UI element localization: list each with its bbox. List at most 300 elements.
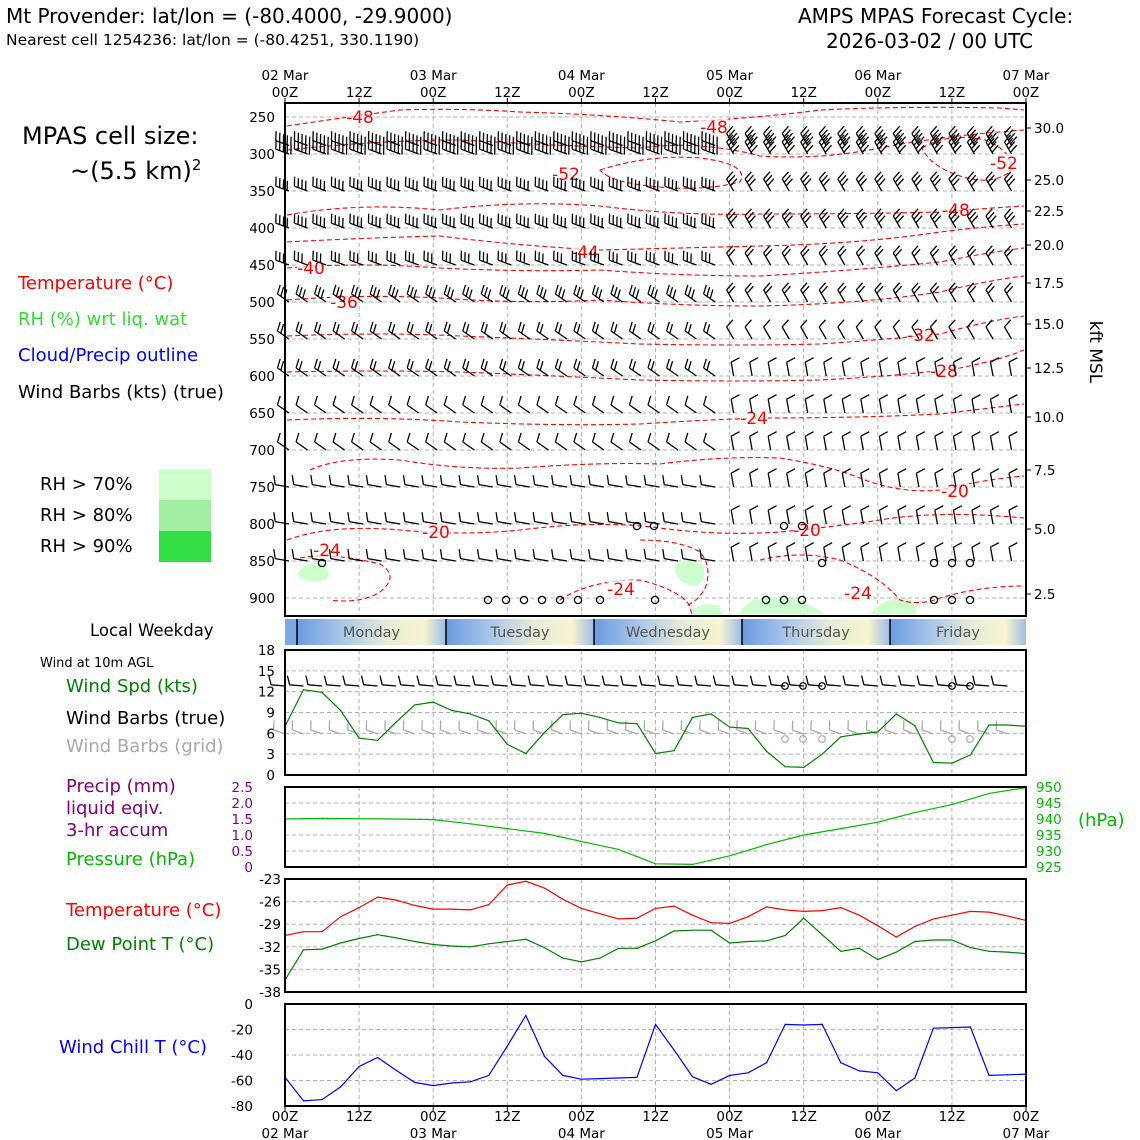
upper-air-wind-barb: [628, 251, 641, 265]
upper-air-wind-barb: [313, 177, 326, 191]
upper-air-wind-barb: [370, 285, 381, 302]
pressure-point: [507, 828, 508, 829]
upper-air-wind-barb: [333, 433, 345, 450]
upper-air-wind-barb: [842, 543, 850, 561]
dewpoint-line-point: [359, 938, 360, 939]
dewpoint-line-point: [1007, 951, 1008, 952]
temperature-line-point: [988, 912, 989, 913]
p1-pressure-tick: 600: [249, 369, 275, 385]
upper-air-wind-barb: [879, 432, 887, 450]
bottom-time-tick: 12Z: [494, 1109, 521, 1125]
surface-wind-barb-true: [899, 676, 915, 686]
upper-air-wind-barb: [916, 469, 924, 487]
wind-speed-point: [988, 724, 989, 725]
bottom-time-tick: 12Z: [790, 1109, 817, 1125]
temperature-contour-label: -24: [740, 409, 768, 429]
surface-wind-barb-grid: [644, 720, 655, 734]
upper-air-wind-barb: [498, 177, 511, 191]
upper-air-wind-barb: [750, 358, 758, 376]
upper-air-wind-barb: [745, 246, 753, 265]
upper-air-wind-barb: [535, 177, 548, 191]
upper-air-wind-barb: [949, 246, 957, 265]
bottom-time-tick: 00Z: [716, 1109, 743, 1125]
dewpoint-line-point: [562, 958, 563, 959]
dewpoint-line-point: [507, 941, 508, 942]
upper-air-wind-barb: [704, 396, 716, 413]
p3-ytick-right: 935: [1036, 828, 1062, 844]
upper-air-wind-barb: [444, 359, 455, 376]
windchill-point: [618, 1077, 619, 1078]
upper-air-wind-barb: [704, 285, 716, 302]
wind-speed-point: [933, 762, 934, 763]
surface-wind-barb-grid: [422, 720, 433, 734]
upper-air-wind-barb: [593, 359, 604, 376]
upper-air-wind-barb: [648, 433, 660, 450]
upper-air-wind-barb: [424, 251, 437, 265]
upper-air-wind-barb: [292, 512, 307, 524]
wind-speed-point: [340, 710, 341, 711]
calm-wind-circle: [538, 596, 545, 603]
upper-air-wind-barb: [954, 432, 962, 450]
upper-air-wind-barb: [702, 251, 715, 265]
surface-wind-barb-grid: [515, 720, 526, 734]
upper-air-wind-barb: [331, 251, 344, 265]
temperature-line-point: [673, 906, 674, 907]
upper-air-wind-barb: [731, 506, 739, 524]
p1-time-tick: 00Z: [864, 85, 892, 101]
temperature-line-point: [877, 925, 878, 926]
p1-pressure-tick: 900: [249, 591, 275, 607]
upper-air-wind-barb: [574, 396, 586, 413]
upper-air-wind-barb: [444, 396, 455, 413]
temperature-line-point: [321, 931, 322, 932]
p1-height-tick: 20.0: [1034, 238, 1065, 254]
p1-pressure-tick: 300: [249, 147, 275, 163]
nearest-cell-title: Nearest cell 1254236: lat/lon = (-80.4251, 330.1190): [6, 31, 420, 49]
dewpoint-line-point: [988, 951, 989, 952]
upper-air-wind-barb: [824, 469, 832, 487]
upper-air-wind-barb: [552, 549, 567, 561]
upper-air-wind-barb: [879, 506, 887, 524]
upper-air-wind-barb: [646, 251, 659, 265]
upper-air-wind-barb: [768, 358, 776, 376]
p3-ylabel-right: (hPa): [1078, 810, 1125, 831]
dewpoint-line-point: [951, 939, 952, 940]
pressure-point: [581, 841, 582, 842]
temperature-contour-label: -24: [844, 584, 872, 604]
legend-wind-barbs: Wind Barbs (kts) (true): [18, 382, 224, 403]
upper-air-wind-barb: [630, 396, 642, 413]
upper-air-wind-barb: [787, 543, 795, 561]
windchill-point: [470, 1081, 471, 1082]
p3-frame: [285, 787, 1026, 867]
p1-time-tick: 12Z: [642, 85, 669, 101]
upper-air-wind-barb: [842, 506, 850, 524]
wind10-title: Wind at 10m AGL: [40, 656, 154, 671]
surface-wind-barb-grid: [996, 720, 1007, 734]
upper-air-wind-barb: [311, 475, 326, 487]
surface-wind-barb-grid: [274, 720, 285, 734]
windchill-point: [377, 1057, 378, 1058]
upper-air-wind-barb: [704, 322, 716, 339]
upper-air-wind-barb: [875, 172, 885, 191]
upper-air-wind-barb: [443, 251, 456, 265]
precip-label-3: 3-hr accum: [66, 820, 169, 841]
upper-air-wind-barb: [404, 475, 419, 487]
upper-air-wind-barb: [819, 283, 827, 302]
surface-wind-barb-true: [788, 676, 804, 686]
wind-speed-point: [914, 725, 915, 726]
windchill-point: [340, 1086, 341, 1087]
upper-air-wind-barb: [478, 512, 493, 524]
surface-wind-barb-grid: [848, 720, 859, 734]
p1-date-tick: 05 Mar: [706, 68, 754, 84]
upper-air-wind-barb: [986, 172, 996, 191]
upper-air-wind-barb: [626, 549, 641, 561]
surface-wind-barb-true: [843, 676, 859, 686]
upper-air-wind-barb: [350, 214, 363, 228]
wind-speed-point: [507, 744, 508, 745]
temperature-line-point: [914, 926, 915, 927]
upper-air-wind-barb: [444, 322, 455, 339]
temperature-contour-label: -24: [313, 541, 341, 561]
pressure-point: [914, 812, 915, 813]
upper-air-wind-barb: [731, 543, 739, 561]
upper-air-wind-barb: [441, 549, 456, 561]
upper-air-wind-barb: [838, 246, 846, 265]
rh-80-label: RH > 80%: [40, 505, 133, 526]
upper-air-wind-barb: [611, 322, 623, 339]
upper-air-wind-barb: [463, 433, 475, 450]
upper-air-wind-barb: [533, 475, 548, 487]
p3-ytick: 0: [244, 860, 253, 876]
upper-air-wind-barb: [369, 177, 382, 191]
p5-ytick: -80: [230, 1099, 253, 1115]
upper-air-wind-barb: [912, 283, 920, 302]
p1-height-tick: 17.5: [1034, 276, 1065, 292]
p3-ytick-right: 940: [1036, 812, 1062, 828]
p3-ytick-right: 925: [1036, 860, 1062, 876]
temperature-line-point: [840, 907, 841, 908]
calm-grid-circle: [800, 736, 807, 743]
surface-wind-barb-grid: [403, 720, 414, 734]
upper-air-wind-barb: [991, 469, 999, 487]
p3-ytick: 2.0: [231, 796, 253, 812]
pressure-point: [433, 819, 434, 820]
bottom-date-tick: 06 Mar: [854, 1126, 902, 1140]
surface-wind-barb-true: [565, 676, 581, 686]
upper-air-wind-barb: [935, 432, 943, 450]
wind-speed-point: [766, 751, 767, 752]
surface-wind-barb-true: [917, 676, 933, 686]
upper-air-wind-barb: [292, 549, 307, 561]
p4-ytick: -29: [258, 917, 281, 934]
upper-air-wind-barb: [404, 549, 419, 561]
temperature-contour-label: -20: [941, 482, 969, 502]
surface-wind-barb-true: [862, 676, 878, 686]
temperature-line-point: [766, 906, 767, 907]
windchill-point: [914, 1077, 915, 1078]
wind-speed-point: [673, 750, 674, 751]
p4-ytick: -26: [258, 894, 281, 911]
pressure-label: Pressure (hPa): [66, 849, 196, 870]
weekday-label: Monday: [342, 625, 401, 641]
p1-pressure-tick: 750: [249, 480, 275, 496]
surface-wind-barb-true: [399, 676, 415, 686]
temperature-line-point: [618, 918, 619, 919]
upper-air-wind-barb: [861, 543, 869, 561]
dewpoint-line-point: [840, 951, 841, 952]
surface-wind-barb-grid: [700, 720, 711, 734]
upper-air-wind-barb: [611, 433, 623, 450]
wind-speed-point: [840, 736, 841, 737]
windchill-point: [988, 1075, 989, 1076]
upper-air-wind-barb: [574, 285, 586, 302]
upper-air-wind-barb: [824, 358, 832, 376]
upper-air-wind-barb: [574, 359, 586, 376]
upper-air-wind-barb: [685, 285, 696, 302]
upper-air-wind-barb: [856, 283, 864, 302]
temperature-contour-label: -52: [552, 165, 580, 185]
upper-air-wind-barb: [407, 396, 419, 413]
p2-ytick: 9: [266, 705, 275, 722]
upper-air-wind-barb: [681, 475, 696, 487]
upper-air-wind-barb: [702, 177, 715, 191]
p1-pressure-tick: 800: [249, 517, 275, 533]
p1-pressure-tick: 400: [249, 221, 275, 237]
upper-air-wind-barb: [517, 177, 530, 191]
pressure-point: [877, 822, 878, 823]
upper-air-wind-barb: [518, 359, 529, 376]
upper-air-wind-barb: [387, 251, 400, 265]
upper-air-wind-barb: [331, 177, 344, 191]
wind-speed-point: [877, 731, 878, 732]
p3-ytick: 1.5: [231, 812, 253, 828]
windchill-point: [785, 1024, 786, 1025]
upper-air-wind-barb: [369, 214, 382, 228]
upper-air-wind-barb: [278, 396, 290, 413]
surface-wind-barb-grid: [941, 720, 952, 734]
upper-air-wind-barb: [276, 251, 289, 265]
windchill-point: [599, 1078, 600, 1079]
dewpoint-line-point: [340, 942, 341, 943]
surface-wind-barb-true: [417, 676, 433, 686]
windchill-point: [507, 1045, 508, 1046]
temperature-label: Temperature (°C): [66, 900, 222, 921]
upper-air-wind-barb: [768, 506, 776, 524]
upper-air-wind-barb: [856, 209, 866, 228]
upper-air-wind-barb: [628, 214, 641, 228]
dewpoint-line-point: [599, 958, 600, 959]
dewpoint-line-point: [581, 961, 582, 962]
cell-size-text: ~(5.5 km): [70, 157, 192, 185]
temperature-line-point: [710, 922, 711, 923]
upper-air-wind-barb: [683, 251, 696, 265]
p5-ytick: 0: [244, 997, 253, 1013]
upper-air-wind-barb: [681, 512, 696, 524]
upper-air-wind-barb: [426, 433, 438, 450]
upper-air-wind-barb: [898, 395, 906, 413]
upper-air-wind-barb: [441, 512, 456, 524]
upper-air-wind-barb: [515, 475, 530, 487]
p2-ytick: 6: [266, 726, 275, 743]
upper-air-wind-barb: [667, 433, 678, 450]
upper-air-wind-barb: [518, 285, 529, 302]
upper-air-wind-barb: [875, 209, 885, 228]
upper-air-wind-barb: [801, 246, 809, 265]
upper-air-wind-barb: [352, 396, 364, 413]
wind-speed-point: [896, 713, 897, 714]
upper-air-wind-barb: [805, 358, 813, 376]
upper-air-wind-barb: [787, 358, 795, 376]
upper-air-wind-barb: [700, 475, 715, 487]
pressure-point: [359, 818, 360, 819]
calm-wind-circle: [780, 522, 787, 529]
upper-air-wind-barb: [407, 322, 419, 339]
upper-air-wind-barb: [333, 396, 345, 413]
upper-air-wind-barb: [628, 177, 641, 191]
surface-wind-barb-grid: [478, 720, 489, 734]
surface-wind-barb-grid: [959, 720, 970, 734]
dewpoint-line-point: [303, 949, 304, 950]
p1-time-tick: 00Z: [1012, 85, 1040, 101]
temperature-line-point: [803, 911, 804, 912]
upper-air-wind-barb: [750, 432, 758, 450]
upper-air-wind-barb: [861, 506, 869, 524]
upper-air-wind-barb: [591, 177, 604, 191]
upper-air-wind-barb: [801, 283, 809, 302]
legend-cloud: Cloud/Precip outline: [18, 345, 199, 366]
upper-air-wind-barb: [893, 246, 901, 265]
upper-air-wind-barb: [422, 549, 437, 561]
pressure-point: [321, 818, 322, 819]
surface-wind-barb-grid: [552, 720, 563, 734]
upper-air-wind-barb: [498, 251, 511, 265]
temperature-line-point: [933, 918, 934, 919]
surface-wind-barb-true: [602, 676, 618, 686]
upper-air-wind-barb: [801, 172, 811, 191]
windchill-point: [896, 1090, 897, 1091]
upper-air-wind-barb: [535, 214, 548, 228]
wind-speed-point: [803, 767, 804, 768]
upper-air-wind-barb: [879, 395, 887, 413]
upper-air-wind-barb: [819, 320, 826, 339]
dewpoint-line-point: [451, 945, 452, 946]
upper-air-wind-barb: [294, 214, 307, 228]
pressure-point: [470, 823, 471, 824]
upper-air-wind-barb: [916, 543, 924, 561]
upper-air-wind-barb: [480, 251, 493, 265]
wind-speed-point: [1007, 724, 1008, 725]
upper-air-wind-barb: [731, 432, 739, 450]
p2-ytick: 3: [266, 747, 275, 764]
surface-wind-barb-grid: [440, 720, 451, 734]
upper-air-wind-barb: [296, 433, 307, 450]
surface-wind-barb-true: [324, 676, 340, 686]
p3-ytick-right: 950: [1036, 780, 1062, 796]
upper-air-wind-barb: [819, 209, 829, 228]
upper-air-wind-barb: [389, 322, 400, 339]
upper-air-wind-barb: [422, 475, 437, 487]
temperature-contour: [760, 555, 1024, 603]
upper-air-wind-barb: [986, 283, 994, 302]
upper-air-wind-barb: [782, 320, 789, 339]
dewpoint-line-point: [655, 940, 656, 941]
surface-wind-barb-true: [695, 676, 711, 686]
wind-speed-point: [859, 733, 860, 734]
pressure-point: [951, 804, 952, 805]
cell-size-sup: 2: [191, 156, 202, 174]
upper-air-wind-barb: [1009, 506, 1017, 524]
upper-air-wind-barb: [630, 285, 642, 302]
p1-time-tick: 00Z: [568, 85, 595, 101]
surface-wind-barb-true: [658, 676, 674, 686]
upper-air-wind-barb: [570, 512, 585, 524]
bottom-time-tick: 12Z: [642, 1109, 669, 1125]
p1-rh70-region: [674, 560, 704, 586]
upper-air-wind-barb: [879, 358, 887, 376]
upper-air-wind-barb: [750, 543, 758, 561]
upper-air-wind-barb: [764, 283, 772, 302]
dewpoint-line-point: [544, 947, 545, 948]
surface-wind-barb-true: [621, 676, 637, 686]
surface-wind-barb-grid: [459, 720, 470, 734]
dewpoint-line-point: [803, 918, 804, 919]
upper-air-wind-barb: [407, 285, 419, 302]
upper-air-wind-barb: [518, 396, 529, 413]
upper-air-wind-barb: [385, 549, 400, 561]
calm-wind-circle: [484, 596, 491, 603]
upper-air-wind-barb: [683, 177, 696, 191]
p2-ytick: 18: [257, 643, 275, 659]
upper-air-wind-barb: [369, 251, 382, 265]
upper-air-wind-barb: [972, 432, 980, 450]
windchill-point: [1007, 1074, 1008, 1075]
calm-wind-circle: [818, 559, 825, 566]
windchill-point: [396, 1070, 397, 1071]
upper-air-wind-barb: [385, 475, 400, 487]
temperature-line-point: [785, 909, 786, 910]
upper-air-wind-barb: [424, 177, 437, 191]
surface-wind-barb-true: [732, 676, 748, 686]
temperature-contour-label: -32: [907, 326, 935, 346]
surface-wind-barb-true: [991, 676, 1007, 686]
upper-air-wind-barb: [611, 396, 623, 413]
upper-air-wind-barb: [1009, 395, 1017, 413]
upper-air-wind-barb: [315, 433, 327, 450]
upper-air-wind-barb: [589, 475, 604, 487]
upper-air-wind-barb: [665, 214, 678, 228]
dewpoint-line-point: [859, 948, 860, 949]
temperature-line-point: [1007, 915, 1008, 916]
temperature-line-point: [822, 910, 823, 911]
wind-speed-point: [359, 738, 360, 739]
weekday-label: Friday: [936, 625, 980, 641]
wind-speed-label: Wind Spd (kts): [66, 676, 198, 697]
upper-air-wind-barb: [930, 172, 940, 191]
upper-air-wind-barb: [480, 177, 493, 191]
p1-pressure-tick: 500: [249, 295, 275, 311]
upper-air-wind-barb: [646, 177, 659, 191]
upper-air-wind-barb: [954, 543, 962, 561]
upper-air-wind-barb: [406, 177, 419, 191]
p1-time-tick: 12Z: [790, 85, 817, 101]
upper-air-wind-barb: [731, 395, 739, 413]
upper-air-wind-barb: [861, 469, 869, 487]
windchill-point: [951, 1027, 952, 1028]
upper-air-wind-barb: [554, 214, 567, 228]
upper-air-wind-barb: [898, 432, 906, 450]
